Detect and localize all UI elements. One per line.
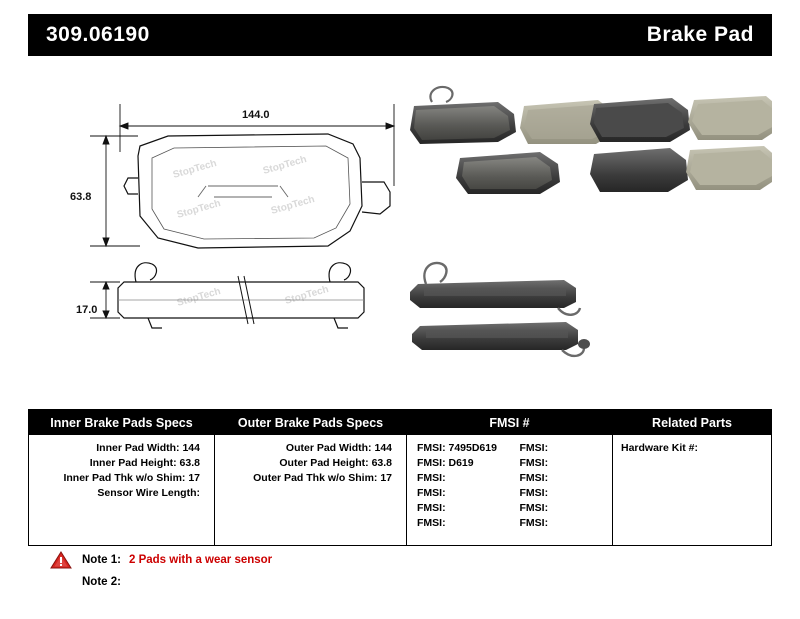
fmsi-row: FMSI:	[519, 457, 549, 469]
dimension-thickness-line	[90, 282, 120, 318]
note-1-label: Note 1:	[82, 554, 121, 566]
pad-photo-group-c	[410, 263, 590, 356]
specifications-table	[28, 409, 772, 546]
side-view-linework	[118, 263, 364, 328]
fmsi-left-list	[407, 441, 510, 531]
dimension-height-line	[90, 136, 140, 246]
svg-text:StopTech: StopTech	[283, 283, 330, 307]
inner-pad-specs-header: Inner Brake Pads Specs	[29, 410, 214, 435]
spec-row: Inner Pad Thk w/o Shim: 17	[63, 472, 200, 484]
fmsi-header: FMSI #	[407, 410, 612, 435]
fmsi-row: FMSI:	[417, 502, 446, 514]
related-parts-column	[613, 410, 771, 545]
document-header	[28, 14, 772, 56]
watermark-side-view	[176, 284, 330, 309]
svg-text:StopTech: StopTech	[171, 157, 218, 181]
fmsi-row: FMSI:	[519, 472, 549, 484]
note-row-2	[50, 573, 550, 591]
svg-text:StopTech: StopTech	[175, 197, 222, 221]
spec-row: Outer Pad Height: 63.8	[279, 457, 392, 469]
fmsi-row: FMSI:	[519, 442, 549, 454]
fmsi-row: FMSI:	[417, 472, 446, 484]
fmsi-row: FMSI:	[519, 487, 549, 499]
watermark-front-view	[172, 154, 316, 221]
outer-pad-specs-body	[215, 435, 406, 545]
front-view-linework	[124, 134, 390, 248]
svg-text:StopTech: StopTech	[175, 285, 222, 309]
fmsi-row: FMSI: D619	[417, 457, 474, 469]
related-parts-body	[613, 435, 771, 466]
document-type-title: Brake Pad	[646, 23, 754, 46]
spec-row: Sensor Wire Length:	[97, 487, 200, 499]
fmsi-row: FMSI:	[417, 517, 446, 529]
fmsi-row: FMSI: 7495D619	[417, 442, 497, 454]
fmsi-right-list	[510, 441, 613, 531]
part-number: 309.06190	[46, 23, 150, 46]
fmsi-row: FMSI:	[519, 502, 549, 514]
spec-row: Outer Pad Width: 144	[285, 442, 392, 454]
spec-row: Inner Pad Width: 144	[96, 442, 200, 454]
fmsi-row: FMSI:	[519, 517, 549, 529]
note-row-1	[50, 551, 550, 569]
outer-pad-specs-header: Outer Brake Pads Specs	[215, 410, 406, 435]
related-parts-header: Related Parts	[613, 410, 771, 435]
spec-row: Outer Pad Thk w/o Shim: 17	[253, 472, 392, 484]
related-part-row: Hardware Kit #:	[621, 442, 699, 454]
fmsi-row: FMSI:	[417, 487, 446, 499]
dimension-height-label: 63.8	[70, 191, 92, 203]
notes-section	[50, 551, 550, 595]
dimension-thickness-label: 17.0	[76, 304, 98, 316]
outer-pad-specs-column	[215, 410, 407, 545]
note-1-text: 2 Pads with a wear sensor	[128, 554, 273, 566]
brake-pad-diagram	[28, 66, 772, 396]
spec-row: Inner Pad Height: 63.8	[89, 457, 200, 469]
inner-pad-specs-column	[29, 410, 215, 545]
note-2-label: Note 2:	[82, 576, 121, 588]
dimension-width-label: 144.0	[242, 109, 270, 121]
warning-icon	[50, 551, 72, 569]
svg-text:StopTech: StopTech	[269, 193, 316, 217]
fmsi-body	[407, 435, 612, 541]
svg-text:StopTech: StopTech	[261, 153, 308, 177]
fmsi-column	[407, 410, 613, 545]
pad-photo-group-b	[590, 96, 772, 192]
inner-pad-specs-body	[29, 435, 214, 545]
technical-drawing-area	[28, 66, 772, 396]
pad-photo-group-a	[410, 87, 616, 194]
